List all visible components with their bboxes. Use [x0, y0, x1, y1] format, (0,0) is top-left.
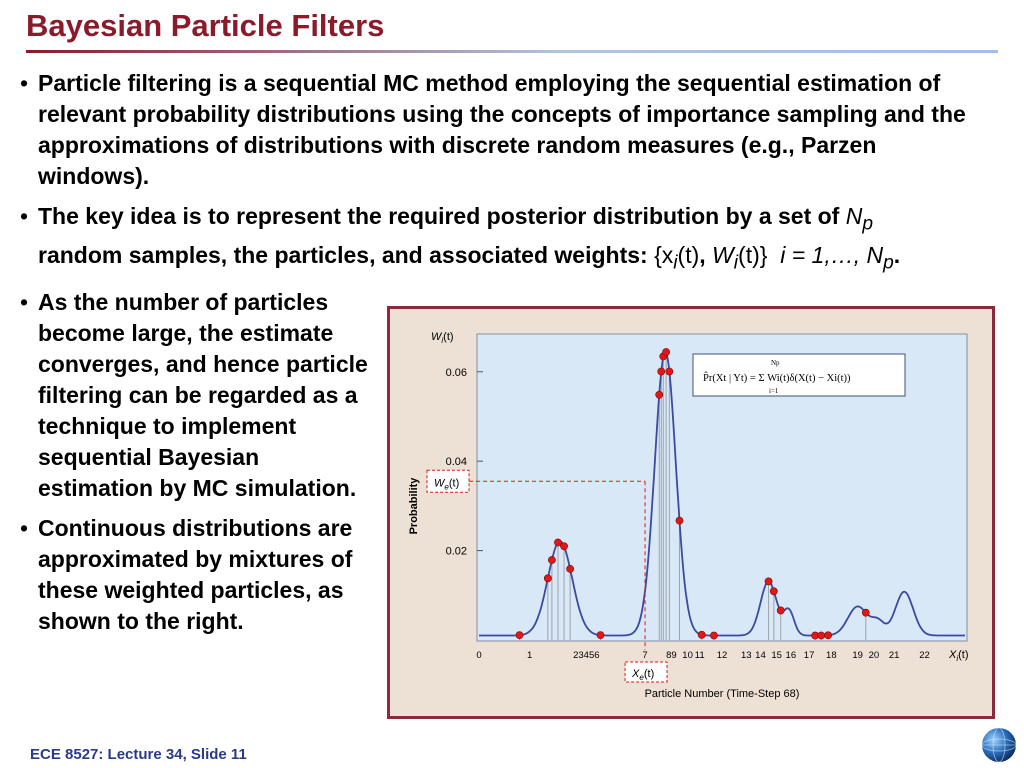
particle-marker [676, 517, 683, 524]
x-tick-label: 0 [476, 650, 482, 661]
estimate-weight-label: $W_e(t)$ [434, 477, 460, 492]
x-axis-label: Particle Number (Time-Step 68) [644, 688, 800, 700]
particle-marker [777, 607, 784, 614]
x-tick-label: 23456 [573, 650, 600, 661]
x-tick-label: 20 [868, 650, 880, 661]
x-tick-label: 21 [888, 650, 900, 661]
particle-marker [516, 632, 523, 639]
slide-title: Bayesian Particle Filters [26, 8, 385, 43]
particle-marker [658, 368, 665, 375]
particle-marker [770, 588, 777, 595]
particle-marker [548, 556, 555, 563]
equation-sum-lower: i=1 [769, 387, 779, 395]
x-axis-title: $X_i(t)$ [949, 649, 969, 663]
posterior-equation: P̂r(Xt | Yt) = Σ Wi(t)δ(X(t) − Xi(t)) [703, 373, 851, 384]
particle-marker [656, 391, 663, 398]
bullet-key-idea [18, 201, 998, 278]
equation-box [693, 354, 905, 396]
key-idea-text-2: random samples, the particles, and associated weights: [38, 241, 648, 268]
particle-marker [666, 368, 673, 375]
equation-sum-upper: Np [771, 359, 780, 367]
bullet-continuous-distributions: • Continuous distributions are approximated by mixtures of these weighted particles, as shown to the right. [18, 513, 378, 637]
particle-marker [818, 632, 825, 639]
title-underline [26, 50, 998, 53]
particle-marker [765, 578, 772, 585]
globe-logo-icon [980, 726, 1018, 764]
x-tick-label: 14 [755, 650, 766, 661]
x-tick-label: 16 [785, 650, 797, 661]
key-idea-text: The key idea is to represent the required posterior distribution by a set of [38, 203, 840, 229]
particle-marker [560, 543, 567, 550]
particle-marker [698, 631, 705, 638]
x-tick-label: 22 [919, 650, 930, 661]
weights-set-expression: {$x_i(t)$, $W_i(t)$} i = 1,…, $N_p$. [654, 241, 901, 274]
particle-marker [544, 575, 551, 582]
x-tick-label: 11 [694, 650, 705, 661]
y-tick-label: 0.06 [445, 366, 467, 379]
y-axis-label: Probability [408, 477, 420, 535]
particle-marker [567, 565, 574, 572]
particle-filter-figure [387, 306, 995, 719]
x-tick-label: 7 [642, 650, 648, 661]
bullet-particle-filtering: • Particle filtering is a sequential MC method employing the sequential estimation of relevant probability distributions using the concepts of importance sampling and the approximations of distributions with discrete random measures (e.g., Parzen windows). [18, 68, 988, 192]
particle-marker [663, 348, 670, 355]
bullet-convergence: • As the number of particles become large, the estimate converges, and hence particle filtering can be regarded as a technique to implement sequential Bayesian estimation by MC simulation. [18, 287, 378, 504]
x-tick-label: 15 [771, 650, 782, 661]
particle-count-symbol: $N_p$ [845, 203, 874, 235]
y-tick-label: 0.02 [445, 545, 467, 558]
x-tick-label: 10 [682, 650, 693, 661]
x-tick-label: 89 [666, 650, 677, 661]
x-tick-label: 18 [826, 650, 837, 661]
x-tick-label: 19 [852, 650, 863, 661]
particle-marker [597, 632, 604, 639]
y-axis-title: $W_i(t)$ [431, 331, 454, 345]
x-tick-label: 13 [741, 650, 752, 661]
x-tick-label: 12 [716, 650, 728, 661]
estimate-position-label: $X_e(t)$ [632, 668, 655, 682]
particle-marker [825, 632, 832, 639]
y-tick-label: 0.04 [445, 456, 467, 469]
x-tick-label: 17 [803, 650, 815, 661]
x-tick-label: 1 [526, 650, 533, 661]
particle-marker [862, 609, 869, 616]
particle-marker [710, 632, 717, 639]
slide-footer: ECE 8527: Lecture 34, Slide 11 [30, 746, 247, 763]
